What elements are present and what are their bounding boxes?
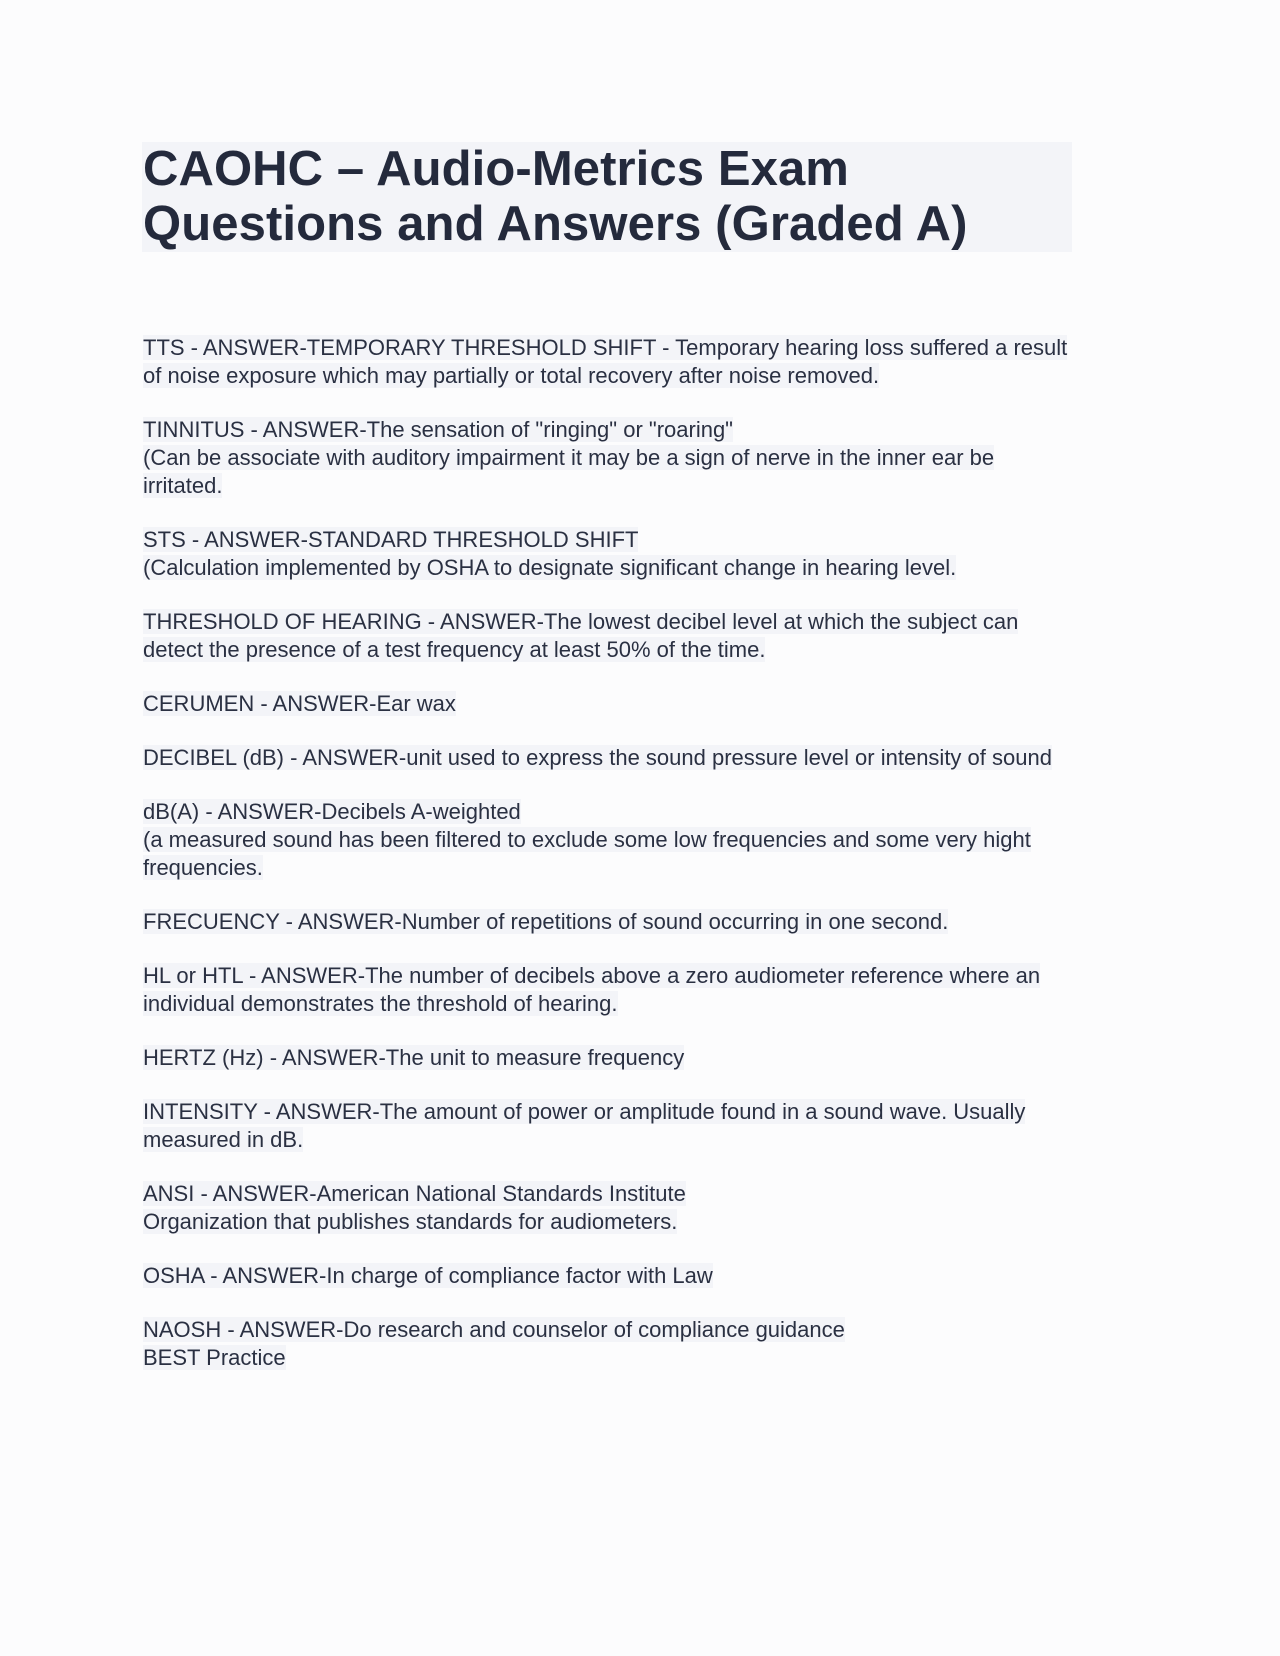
qa-text: HERTZ (Hz) - ANSWER-The unit to measure frequency [143, 1045, 685, 1070]
qa-entry-hertz [142, 1044, 1072, 1072]
qa-note: BEST Practice [143, 1345, 286, 1370]
qa-entry-intensity [142, 1098, 1072, 1154]
qa-text: INTENSITY - ANSWER-The amount of power or amplitude found in a sound wave. Usually measured in dB. [143, 1099, 1026, 1152]
qa-text: ANSI - ANSWER-American National Standards Institute [143, 1181, 686, 1206]
qa-text: dB(A) - ANSWER-Decibels A-weighted [143, 799, 521, 824]
qa-entry-ansi [142, 1180, 1072, 1236]
qa-entry-tinnitus [142, 416, 1072, 500]
qa-entry-tts [142, 334, 1072, 390]
qa-text: HL or HTL - ANSWER-The number of decibels above a zero audiometer reference where an individual demonstrates the threshold of hearing. [143, 963, 1041, 1016]
qa-entry-sts [142, 526, 1072, 582]
qa-entry-hl-htl [142, 962, 1072, 1018]
qa-text: TINNITUS - ANSWER-The sensation of "ringing" or "roaring" [143, 417, 733, 442]
qa-entry-naosh [142, 1316, 1072, 1372]
qa-entry-decibel [142, 744, 1072, 772]
qa-entry-dba [142, 798, 1072, 882]
qa-text: NAOSH - ANSWER-Do research and counselor of compliance guidance [143, 1317, 845, 1342]
qa-text: THRESHOLD OF HEARING - ANSWER-The lowest decibel level at which the subject can detect the presence of a test frequency at least 50% of the time. [143, 609, 1019, 662]
qa-text: DECIBEL (dB) - ANSWER-unit used to express the sound pressure level or intensity of sound [143, 745, 1052, 770]
qa-note: Organization that publishes standards for audiometers. [143, 1209, 678, 1234]
qa-entry-cerumen [142, 690, 1072, 718]
qa-entry-osha [142, 1262, 1072, 1290]
qa-text: STS - ANSWER-STANDARD THRESHOLD SHIFT [143, 527, 639, 552]
qa-note: (a measured sound has been filtered to exclude some low frequencies and some very hight frequencies. [143, 827, 1031, 880]
qa-entry-threshold-of-hearing [142, 608, 1072, 664]
qa-text: OSHA - ANSWER-In charge of compliance factor with Law [143, 1263, 713, 1288]
qa-list [142, 334, 1072, 1372]
document-title: CAOHC – Audio-Metrics Exam Questions and Answers (Graded A) [142, 142, 1072, 252]
qa-entry-frecuency [142, 908, 1072, 936]
qa-text: CERUMEN - ANSWER-Ear wax [143, 691, 456, 716]
qa-text: TTS - ANSWER-TEMPORARY THRESHOLD SHIFT - Temporary hearing loss suffered a result of noise exposure which may partially or total recovery after noise removed. [143, 335, 1068, 388]
qa-note: (Can be associate with auditory impairment it may be a sign of nerve in the inner ear be irritated. [143, 445, 995, 498]
document-page [142, 142, 1072, 1398]
qa-text: FRECUENCY - ANSWER-Number of repetitions of sound occurring in one second. [143, 909, 949, 934]
qa-note: (Calculation implemented by OSHA to designate significant change in hearing level. [143, 555, 957, 580]
